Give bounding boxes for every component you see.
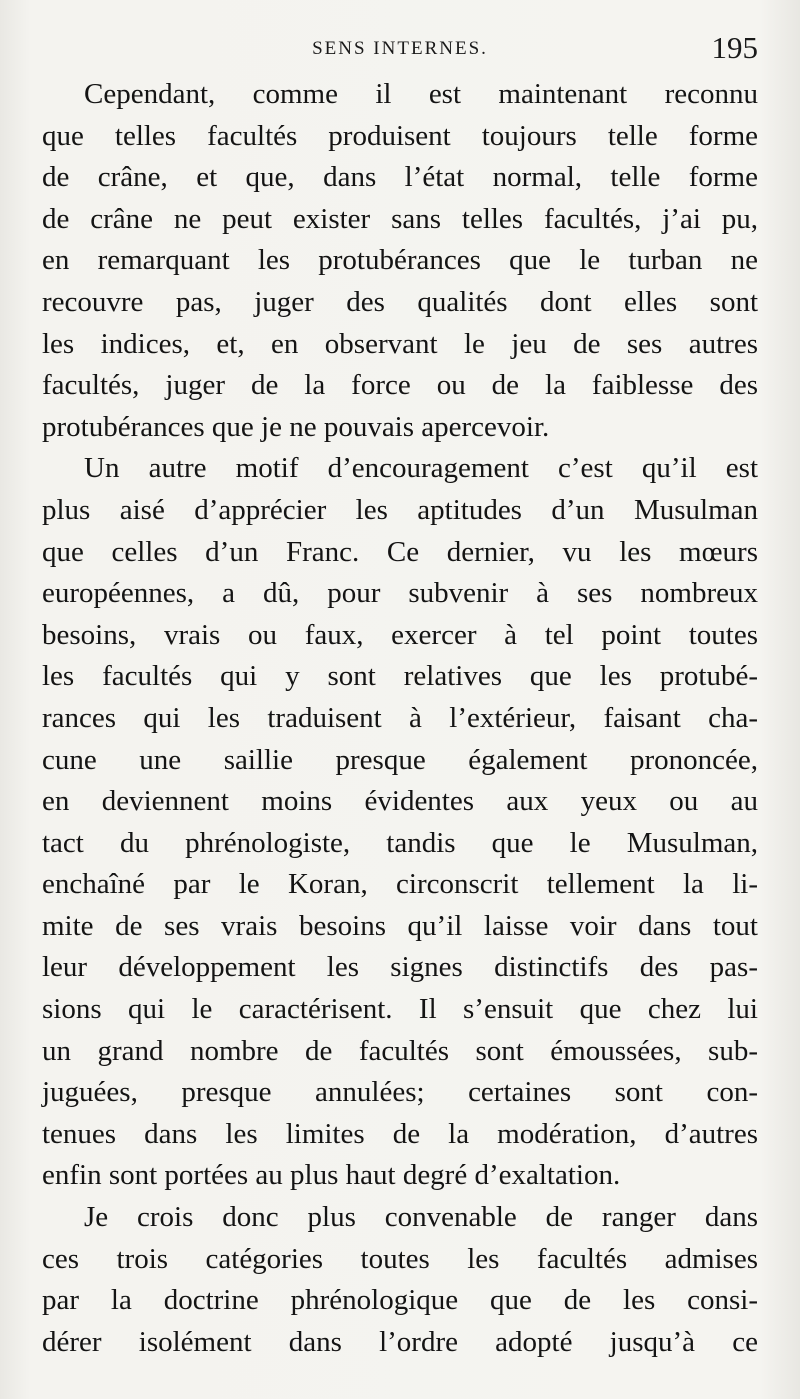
text-line: cune une saillie presque également prononcée, xyxy=(42,743,758,776)
text-line: tenues dans les limites de la modération, d’autres xyxy=(42,1117,758,1150)
text-line: que celles d’un Franc. Ce dernier, vu les mœurs xyxy=(42,535,758,568)
text-line: de crâne, et que, dans l’état normal, telle forme xyxy=(42,161,758,194)
text-line: enchaîné par le Koran, circonscrit tellement la li- xyxy=(42,868,758,901)
text-line: Je crois donc plus convenable de ranger dans xyxy=(84,1201,758,1234)
text-line: leur développement les signes distinctifs des pas- xyxy=(42,951,758,984)
text-line: juguées, presque annulées; certaines sont con- xyxy=(42,1076,758,1109)
text-line: en remarquant les protubérances que le turban ne xyxy=(42,244,758,277)
text-line: les indices, et, en observant le jeu de ses autres xyxy=(42,327,758,360)
text-line: un grand nombre de facultés sont émoussées, sub- xyxy=(42,1034,758,1067)
text-line: Un autre motif d’encouragement c’est qu’il est xyxy=(84,452,758,485)
text-line: par la doctrine phrénologique que de les consi- xyxy=(42,1284,758,1317)
text-line: européennes, a dû, pour subvenir à ses nombreux xyxy=(42,577,758,610)
text-line: Cependant, comme il est maintenant reconnu xyxy=(84,78,758,110)
page-number: 195 xyxy=(711,30,758,65)
page-header xyxy=(44,30,758,68)
text-line: enfin sont portées au plus haut degré d’exaltation. xyxy=(42,1159,621,1192)
text-line: en deviennent moins évidentes aux yeux ou au xyxy=(42,785,758,818)
text-line: que telles facultés produisent toujours telle forme xyxy=(42,119,758,152)
text-line: facultés, juger de la force ou de la faiblesse des xyxy=(42,369,758,402)
text-line: besoins, vrais ou faux, exercer à tel point toutes xyxy=(42,618,758,651)
text-line: les facultés qui y sont relatives que les protubé- xyxy=(42,660,758,693)
text-line: de crâne ne peut exister sans telles facultés, j’ai pu, xyxy=(42,202,758,235)
body-text xyxy=(42,74,758,1363)
text-line: rances qui les traduisent à l’extérieur, faisant cha- xyxy=(42,701,758,734)
text-line: protubérances que je ne pouvais apercevoir. xyxy=(42,410,550,443)
text-line: plus aisé d’apprécier les aptitudes d’un Musulman xyxy=(42,493,758,526)
text-line: tact du phrénologiste, tandis que le Musulman, xyxy=(42,826,758,859)
running-head: SENS INTERNES. xyxy=(312,38,488,59)
text-line: dérer isolément dans l’ordre adopté jusqu’à ce xyxy=(42,1325,758,1358)
text-line: ces trois catégories toutes les facultés admises xyxy=(42,1242,758,1275)
text-line: recouvre pas, juger des qualités dont elles sont xyxy=(42,285,758,318)
text-line: mite de ses vrais besoins qu’il laisse voir dans tout xyxy=(42,909,758,942)
text-line: sions qui le caractérisent. Il s’ensuit que chez lui xyxy=(42,993,758,1026)
